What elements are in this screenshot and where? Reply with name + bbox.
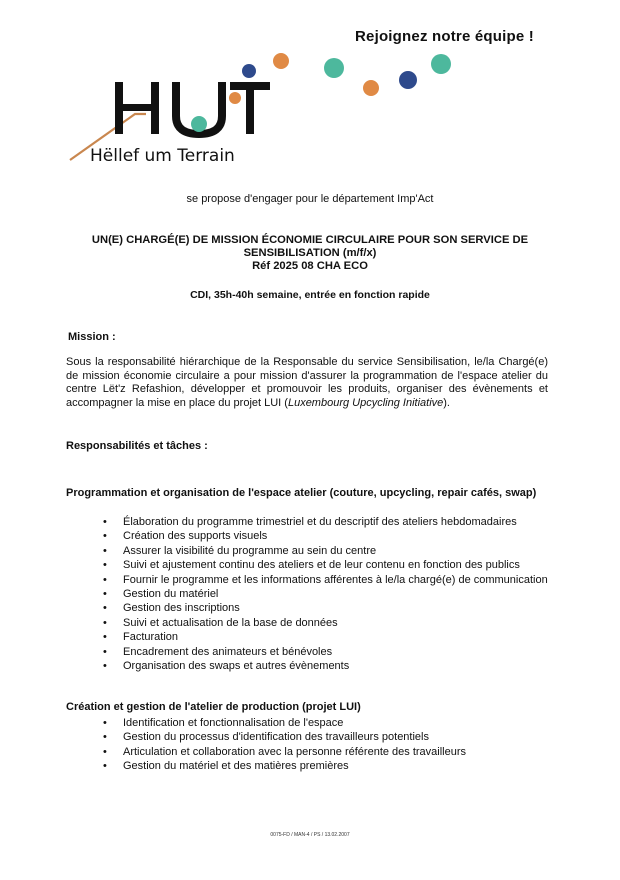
- task-text: Suivi et ajustement continu des ateliers et de leur contenu en fonction des publics: [123, 559, 520, 572]
- task-text: Articulation et collaboration avec la personne référente des travailleurs: [123, 745, 467, 758]
- task-list-item: [103, 573, 548, 587]
- bullet-icon: •: [103, 602, 107, 615]
- mission-text-end: ).: [443, 396, 450, 409]
- bullet-icon: •: [103, 631, 107, 644]
- bullet-icon: •: [103, 544, 107, 557]
- task-text: Gestion du matériel et des matières premières: [123, 760, 349, 773]
- logo-dot-navy: [242, 64, 256, 78]
- job-reference: Réf 2025 08 CHA ECO: [252, 260, 368, 272]
- bullet-icon: •: [103, 717, 107, 729]
- logo-dot-teal-2: [431, 54, 451, 74]
- bullet-icon: •: [103, 573, 107, 586]
- bullet-icon: •: [103, 660, 107, 673]
- logo-letter-t-stem: [246, 82, 254, 134]
- job-title-line1-text: CHARGÉ(E) DE MISSION ÉCONOMIE CIRCULAIRE POUR SON SERVICE DE: [126, 234, 529, 246]
- logo-dot-teal: [324, 58, 344, 78]
- bullet-icon: •: [103, 559, 107, 572]
- task-text: Assurer la visibilité du programme au sein du centre: [123, 544, 377, 557]
- hut-logo: [68, 50, 468, 170]
- mission-text-italic: Luxembourg Upcycling Initiative: [287, 396, 444, 409]
- task-text: Organisation des swaps et autres évènements: [123, 660, 350, 673]
- job-title-line1: [66, 234, 554, 247]
- task-text: Gestion du matériel: [123, 588, 219, 601]
- task-text: Gestion des inscriptions: [123, 602, 240, 615]
- job-title: [66, 234, 554, 273]
- logo-dot-orange-2: [363, 80, 379, 96]
- recruitment-tagline: Rejoignez notre équipe !: [355, 28, 534, 45]
- task-list-item: [103, 630, 548, 644]
- mission-text-main: Sous la responsabilité hiérarchique de la Responsable du service Sensibilisation, le/la Chargé(e) de mission économie circulaire a pour mission d'assurer la programmation de l'espace atelier du centre Lët'z Refashion, développer et promouvoir les produits, organiser des évènements et accompagner la mise en place du projet LUI (: [66, 356, 548, 409]
- logo-subtitle: Hëllef um Terrain: [90, 146, 235, 166]
- task-list-item: [103, 745, 548, 759]
- task-text: Fournir le programme et les informations afférentes à le/la chargé(e) de communication: [123, 573, 548, 586]
- contract-details: CDI, 35h-40h semaine, entrée en fonction rapide: [190, 289, 430, 301]
- job-title-prefix: UN(E): [91, 234, 123, 246]
- bullet-icon: •: [103, 616, 107, 629]
- bullet-icon: •: [103, 645, 107, 658]
- logo-dot-orange: [273, 53, 289, 69]
- task-text: Création des supports visuels: [123, 530, 268, 543]
- task-list-item: [103, 529, 548, 543]
- task-text: Élaboration du programme trimestriel et du descriptif des ateliers hebdomadaires: [123, 516, 517, 528]
- task-list-item: [103, 716, 548, 730]
- bullet-icon: •: [103, 588, 107, 601]
- bullet-icon: •: [103, 731, 107, 744]
- logo-dot-navy-2: [399, 71, 417, 89]
- task-list-item: [103, 730, 548, 744]
- task-list-item: [103, 616, 548, 630]
- logo-letter-h-bar: [115, 104, 159, 111]
- section1-heading: Programmation et organisation de l'espace atelier (couture, upcycling, repair cafés, swap): [66, 487, 537, 499]
- bullet-icon: •: [103, 760, 107, 773]
- task-list-item: [103, 601, 548, 615]
- task-list-item: [103, 515, 548, 529]
- intro-line: se propose d'engager pour le département Imp'Act: [186, 193, 434, 205]
- task-text: Suivi et actualisation de la base de données: [123, 616, 338, 629]
- task-text: Identification et fonctionnalisation de l'espace: [123, 717, 344, 729]
- logo-dot-teal-small: [191, 116, 207, 132]
- task-list-item: [103, 544, 548, 558]
- task-text: Gestion du processus d'identification des travailleurs potentiels: [123, 731, 429, 744]
- task-list-item: [103, 645, 548, 659]
- task-list-item: [103, 759, 548, 773]
- task-text: Encadrement des animateurs et bénévoles: [123, 645, 333, 658]
- bullet-icon: •: [103, 745, 107, 758]
- mission-paragraph: [66, 356, 548, 410]
- task-text: Facturation: [123, 631, 179, 644]
- task-list-item: [103, 659, 548, 673]
- job-title-line2: SENSIBILISATION (m/f/x): [243, 247, 377, 259]
- logo-dot-orange-small: [229, 92, 241, 104]
- mission-heading: Mission :: [68, 331, 116, 343]
- bullet-icon: •: [103, 530, 107, 543]
- bullet-icon: •: [103, 516, 107, 528]
- section2-task-list: [103, 716, 548, 774]
- section1-task-list: [103, 515, 548, 673]
- responsibilities-heading: Responsabilités et tâches :: [66, 440, 208, 452]
- task-list-item: [103, 587, 548, 601]
- section2-heading: Création et gestion de l'atelier de production (projet LUI): [66, 701, 361, 713]
- task-list-item: [103, 558, 548, 572]
- document-footer-code: 0075-FD / MAN-4 / PS / 13.02.2007: [270, 832, 350, 838]
